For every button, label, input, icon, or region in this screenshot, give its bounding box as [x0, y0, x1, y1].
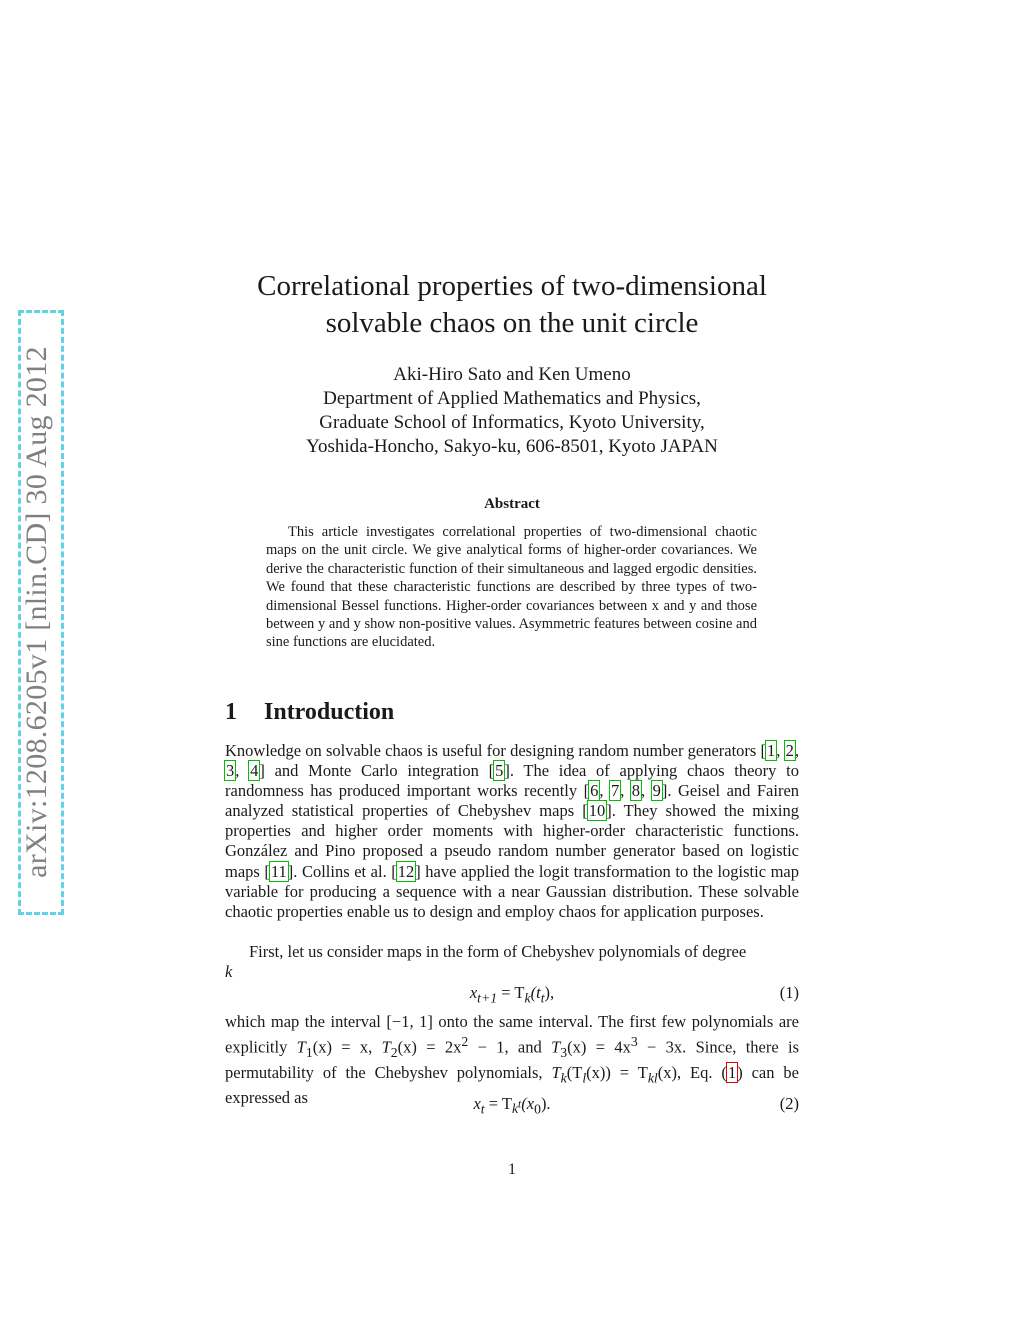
math: x	[469, 983, 478, 1002]
text-run: . The idea of applying chaos theory to randomness has produced important works recently	[225, 761, 799, 801]
text-run: (x) = 2x	[397, 1037, 462, 1057]
text-run: which map the interval [−1, 1] onto the same interval. The first few polynomials are explicitly	[225, 1012, 799, 1057]
math-sub: k	[560, 1070, 567, 1086]
citation-link[interactable]: 3	[226, 761, 235, 781]
math: (t	[530, 983, 541, 1002]
equation-expression	[225, 1094, 799, 1117]
text-run: . They showed the mixing properties and higher order moments with higher-order characteristic functions. González and Pino proposed a pseudo random number generator based on logistic maps	[225, 801, 799, 881]
text-run: and Monte Carlo integration	[264, 761, 489, 781]
math-sub: 0	[534, 1101, 541, 1117]
text-run: have applied the logit transformation to the logistic map variable for producing a sequence with a near Gaussian distribution. These solvable chaotic properties enable us to design and employ chaos for application purposes.	[225, 861, 799, 921]
math-sub: k	[511, 1101, 519, 1117]
citation-link[interactable]: 4	[250, 761, 259, 781]
citation-link[interactable]: 6	[590, 781, 599, 801]
math-sub: t	[540, 990, 545, 1006]
text-run: (x)) = T	[586, 1062, 648, 1082]
math-sub: t+1	[477, 990, 498, 1006]
citation-link[interactable]: 8	[631, 781, 641, 801]
math-sub: l	[582, 1070, 587, 1086]
text-run: . Collins et al.	[293, 861, 392, 881]
citation-link[interactable]: 2	[785, 741, 794, 760]
citation-link[interactable]: 10	[588, 801, 606, 821]
text-run: . Geisel and Fairen analyzed statistical properties of Chebyshev maps	[225, 781, 800, 821]
abstract-heading: Abstract	[484, 496, 540, 512]
citation-link[interactable]: 1	[767, 741, 776, 760]
citation-link[interactable]: 7	[610, 781, 620, 801]
math-sup: 2	[461, 1034, 469, 1050]
page-number: 1	[508, 1161, 516, 1178]
math-variable: k	[225, 962, 233, 982]
math-sup: 3	[630, 1034, 638, 1050]
citation-link[interactable]: 9	[652, 781, 661, 801]
author-address: Yoshida-Honcho, Sakyo-ku, 606-8501, Kyoto JAPAN	[306, 436, 718, 457]
math-sub: kl	[647, 1070, 658, 1086]
equation-number: (1)	[779, 983, 799, 1002]
citation-link[interactable]: 5	[495, 761, 504, 781]
arxiv-identifier[interactable]: arXiv:1208.6205v1 [nlin.CD] 30 Aug 2012	[20, 346, 53, 878]
section-title: Introduction	[264, 699, 395, 725]
text-run: − 3x. Since, there is permutability of the Chebyshev polynomials,	[225, 1037, 800, 1082]
text-run: (x), Eq. (	[657, 1062, 727, 1082]
section-heading	[225, 697, 394, 727]
math: (x	[521, 1094, 535, 1113]
abstract-text: This article investigates correlational properties of two-dimensional chaotic maps on the unit circle. We give analytical forms of higher-order covariances. We derive the characteristic function of their simultaneous and lagged ergodic densities. We found that these characteristic functions are described by three types of two-dimensional Bessel functions. Higher-order covariances between x and y and those between y and y show non-positive values. Asymmetric features between cosine and sine functions are elucidated.	[266, 524, 757, 651]
math-sub: 2	[390, 1044, 398, 1060]
paragraph-chebyshev	[225, 942, 799, 982]
equation-number: (2)	[779, 1094, 799, 1113]
paper-title	[200, 268, 824, 342]
author-school: Graduate School of Informatics, Kyoto University,	[319, 412, 705, 433]
math: ).	[540, 1094, 551, 1113]
text-run: (T	[566, 1062, 583, 1082]
section-number: 1	[225, 699, 237, 725]
citation-link[interactable]: 12	[397, 861, 415, 881]
author-department: Department of Applied Mathematics and Physics,	[323, 388, 701, 409]
intro-paragraph: Knowledge on solvable chaos is useful for designing random number generators [1, 2, 3, 4] and Monte Carlo integration [5]. The idea of applying chaos theory to randomness has produced important works recently [6, 7, 8, 9]. Geisel and Fairen analyzed statistical properties of Chebyshev maps [10]. They showed the mixing properties and higher order moments with higher-order characteristic functions. González and Pino proposed a pseudo random number generator based on logistic maps [11]. Collins et al. [12] have applied the logit transformation to the logistic map variable for producing a sequence with a near Gaussian distribution. These solvable chaotic properties enable us to design and employ chaos for application purposes.	[225, 741, 800, 921]
math-sub: 3	[560, 1044, 568, 1060]
math-sub: 1	[305, 1044, 313, 1060]
text-run: − 1, and	[468, 1037, 552, 1057]
math-sup: t	[518, 1098, 522, 1111]
text-run: First, let us consider maps in the form of Chebyshev polynomials of degree	[249, 942, 747, 961]
author-block	[200, 363, 824, 459]
author-names: Aki-Hiro Sato and Ken Umeno	[393, 364, 631, 385]
title-line-2: solvable chaos on the unit circle	[325, 307, 699, 339]
citation-link[interactable]: 11	[270, 861, 287, 881]
equation-reference-link[interactable]: 1	[727, 1062, 737, 1082]
math: = T	[484, 1094, 512, 1113]
text-run: (x) = x,	[312, 1037, 382, 1057]
math-sub: t	[480, 1101, 485, 1117]
equation-expression	[225, 983, 799, 1006]
math: ),	[544, 983, 555, 1002]
math: x	[473, 1094, 481, 1113]
text-run: ) can be expressed as	[225, 1062, 799, 1108]
math: = T	[497, 983, 525, 1002]
text-run: Knowledge on solvable chaos is useful for designing random number generators	[225, 741, 761, 760]
math: T	[381, 1037, 391, 1057]
math: T	[551, 1037, 561, 1057]
math: T	[551, 1062, 561, 1082]
title-line-1: Correlational properties of two-dimensional	[257, 270, 767, 302]
math-sub: k	[524, 990, 531, 1006]
text-run: (x) = 4x	[567, 1037, 631, 1057]
math: T	[296, 1037, 306, 1057]
